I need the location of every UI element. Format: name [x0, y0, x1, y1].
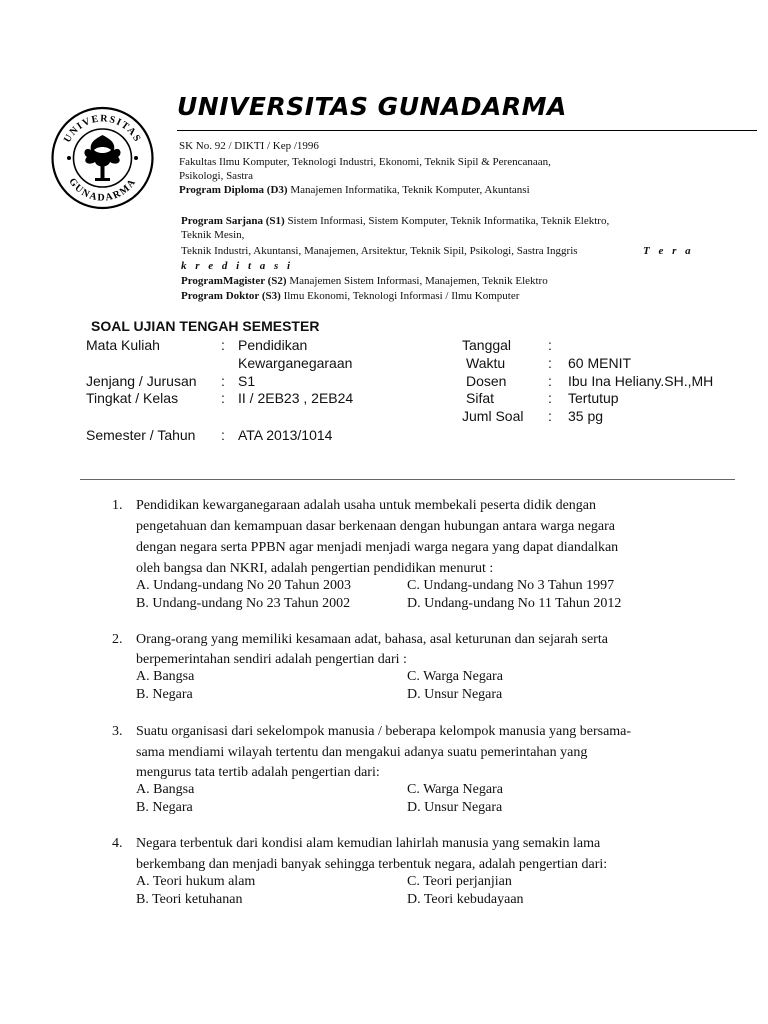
colon: :	[548, 355, 552, 371]
option-b: B. Negara	[136, 800, 193, 815]
question-text-line: sama mendiami wilayah tertentu dan mengakui adanya suatu pemerintahan yang	[136, 745, 588, 760]
option-c: C. Teori perjanjian	[407, 874, 512, 889]
option-d: D. Undang-undang No 11 Tahun 2012	[407, 596, 622, 611]
sifat-value: Tertutup	[568, 390, 619, 406]
waktu-label: Waktu	[466, 355, 506, 371]
sk-number: SK No. 92 / DIKTI / Kep /1996	[179, 140, 319, 152]
question-text-line: Pendidikan kewarganegaraan adalah usaha untuk membekali peserta didik dengan	[136, 498, 597, 513]
semester-label: Semester / Tahun	[86, 427, 196, 443]
sifat-label: Sifat	[466, 390, 495, 406]
option-d: D. Unsur Negara	[407, 687, 503, 702]
colon: :	[221, 337, 225, 353]
question-number: 2.	[112, 632, 123, 647]
diploma-label: Program Diploma (D3)	[179, 184, 288, 196]
tanggal-label: Tanggal	[462, 337, 512, 353]
section-divider	[80, 479, 735, 480]
tingkat-label: Tingkat / Kelas	[86, 390, 179, 406]
question-text-line: dengan negara serta PPBN agar menjadi menjadi warga negara yang dapat diandalkan	[136, 540, 619, 555]
diploma-program	[179, 183, 530, 197]
option-b: B. Teori ketuhanan	[136, 892, 243, 907]
jumlah-soal-value: 35 pg	[568, 408, 604, 424]
magister-program	[181, 274, 548, 288]
dosen-label: Dosen	[466, 373, 507, 389]
colon: :	[221, 427, 225, 443]
terakreditasi-1: T e r a	[643, 245, 694, 257]
diploma-text: Manajemen Informatika, Teknik Komputer, Akuntansi	[287, 184, 530, 196]
sarjana-text-3: Teknik Industri, Akuntansi, Manajemen, Arsitektur, Teknik Sipil, Psikologi, Sastra Inggris	[181, 245, 578, 257]
colon: :	[221, 390, 225, 406]
question-text-line: pengetahuan dan kemampuan dasar berkenaan dengan hubungan antara warga negara	[136, 519, 616, 534]
colon: :	[548, 337, 552, 353]
option-a: A. Bangsa	[136, 782, 195, 797]
sarjana-label: Program Sarjana (S1)	[181, 215, 285, 227]
sarjana-text-2: Teknik Mesin,	[181, 229, 245, 241]
question-number: 1.	[112, 498, 123, 513]
option-d: D. Unsur Negara	[407, 800, 503, 815]
faculties-line-1: Fakultas Ilmu Komputer, Teknologi Industri, Ekonomi, Teknik Sipil & Perencanaan,	[179, 156, 551, 168]
dosen-value: Ibu Ina Heliany.SH.,MH	[568, 373, 714, 389]
option-c: C. Warga Negara	[407, 669, 503, 684]
question-text-line: Orang-orang yang memiliki kesamaan adat, bahasa, asal keturunan dan sejarah serta	[136, 632, 608, 647]
faculties-line-2: Psikologi, Sastra	[179, 170, 253, 182]
university-name: UNIVERSITAS GUNADARMA	[177, 92, 567, 121]
logo-text-bottom: GUNADARMA	[66, 176, 139, 204]
question-text-line: berpemerintahan sendiri adalah pengertian dari :	[136, 652, 407, 667]
logo-text-top: UNIVERSITAS	[61, 113, 144, 145]
sarjana-text-1: Sistem Informasi, Sistem Komputer, Teknik Informatika, Teknik Elektro,	[284, 215, 610, 227]
option-c: C. Undang-undang No 3 Tahun 1997	[407, 578, 615, 593]
jumlah-soal-label: Juml Soal	[462, 408, 524, 424]
question-number: 3.	[112, 724, 123, 739]
university-logo	[50, 102, 155, 214]
terakreditasi-2: k r e d i t a s i	[181, 260, 294, 272]
doktor-label: Program Doktor (S3)	[181, 290, 281, 302]
mata-kuliah-label: Mata Kuliah	[86, 337, 160, 353]
waktu-value: 60 MENIT	[568, 355, 632, 371]
title-underline	[177, 130, 757, 131]
option-c: C. Warga Negara	[407, 782, 503, 797]
colon: :	[548, 373, 552, 389]
option-d: D. Teori kebudayaan	[407, 892, 524, 907]
tingkat-value: II / 2EB23 , 2EB24	[238, 390, 354, 406]
colon: :	[548, 408, 552, 424]
option-b: B. Negara	[136, 687, 193, 702]
sarjana-program	[181, 214, 609, 228]
jenjang-label: Jenjang / Jurusan	[86, 373, 197, 389]
colon: :	[221, 373, 225, 389]
magister-label: ProgramMagister (S2)	[181, 275, 287, 287]
doktor-text: Ilmu Ekonomi, Teknologi Informasi / Ilmu Komputer	[280, 290, 520, 302]
question-text-line: berkembang dan menjadi banyak sehingga terbentuk negara, adalah pengertian dari:	[136, 857, 608, 872]
mata-kuliah-value-2: Kewarganegaraan	[238, 355, 353, 371]
mata-kuliah-value-1: Pendidikan	[238, 337, 308, 353]
magister-text: Manajemen Sistem Informasi, Manajemen, Teknik Elektro	[286, 275, 548, 287]
doktor-program	[181, 289, 519, 303]
option-a: A. Bangsa	[136, 669, 195, 684]
question-text-line: oleh bangsa dan NKRI, adalah pengertian pendidikan menurut :	[136, 561, 494, 576]
jenjang-value: S1	[238, 373, 256, 389]
semester-value: ATA 2013/1014	[238, 427, 333, 443]
colon: :	[548, 390, 552, 406]
question-number: 4.	[112, 836, 123, 851]
option-a: A. Teori hukum alam	[136, 874, 256, 889]
exam-title: SOAL UJIAN TENGAH SEMESTER	[91, 318, 320, 334]
question-text-line: mengurus tata tertib adalah pengertian dari:	[136, 765, 380, 780]
option-b: B. Undang-undang No 23 Tahun 2002	[136, 596, 351, 611]
option-a: A. Undang-undang No 20 Tahun 2003	[136, 578, 351, 593]
question-text-line: Suatu organisasi dari sekelompok manusia / beberapa kelompok manusia yang bersama-	[136, 724, 632, 739]
question-text-line: Negara terbentuk dari kondisi alam kemudian lahirlah manusia yang semakin lama	[136, 836, 601, 851]
